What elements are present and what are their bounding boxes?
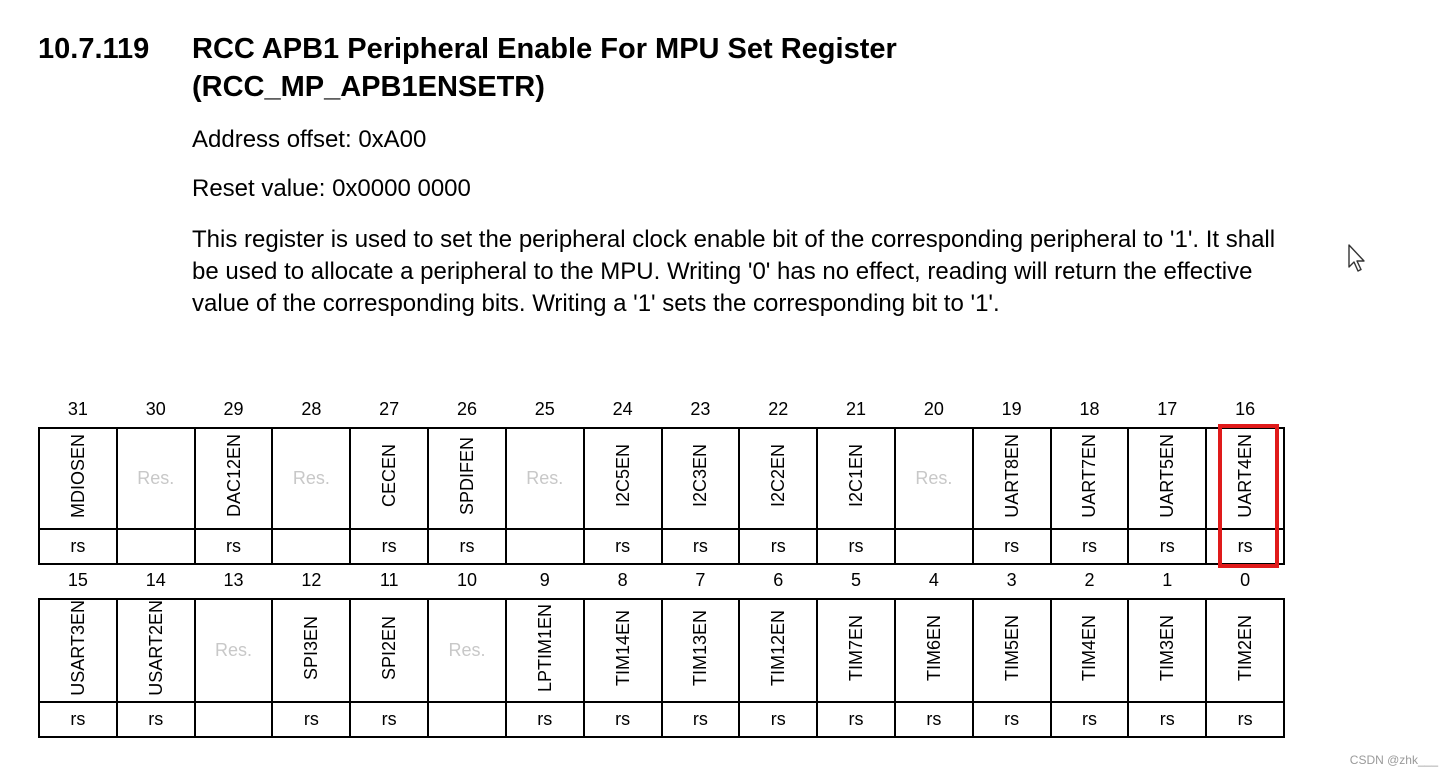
access-bit-7: rs [662,702,740,737]
bit-number-16: 16 [1235,399,1256,419]
field-name-label: MDIOSEN [67,433,88,518]
access-bit-15: rs [39,702,117,737]
access-bit-4: rs [895,702,973,737]
access-bit-24: rs [584,529,662,564]
field-tim14en [584,599,662,702]
access-bit-3: rs [973,702,1051,737]
bit-number-29: 29 [223,399,244,419]
register-table-lower [38,563,1285,738]
reserved-label: Res. [137,468,175,488]
access-row [39,529,1284,564]
bit-number-15: 15 [67,570,88,590]
reserved-field-bit-25 [506,428,584,529]
reserved-field-bit-10 [428,599,506,702]
reserved-field-bit-28 [272,428,350,529]
field-uart5en [1128,428,1206,529]
field-name-label: TIM5EN [1001,614,1022,681]
field-lptim1en [506,599,584,702]
field-mdiosen [39,428,117,529]
section-title [192,30,1192,106]
field-uart8en [973,428,1051,529]
field-name-label: UART8EN [1001,434,1022,518]
reserved-label: Res. [526,468,564,488]
bit-number-7: 7 [695,570,706,590]
access-bit-16: rs [1206,529,1284,564]
bit-number-21: 21 [846,399,867,419]
field-i2c2en [739,428,817,529]
field-cecen [350,428,428,529]
bit-number-18: 18 [1079,399,1100,419]
reserved-field-bit-30 [117,428,195,529]
field-usart3en [39,599,117,702]
access-bit-6: rs [739,702,817,737]
mouse-cursor-icon [1346,243,1368,273]
access-bit-14: rs [117,702,195,737]
bit-number-14: 14 [145,570,166,590]
field-name-label: DAC12EN [223,434,244,518]
bit-number-31: 31 [67,399,88,419]
field-tim6en [895,599,973,702]
field-name-label: TIM6EN [923,614,944,681]
field-name-label: I2C3EN [690,444,711,508]
field-name-label: CECEN [379,444,400,508]
bit-number-22: 22 [768,399,789,419]
access-bit-5: rs [817,702,895,737]
access-bit-30 [117,529,195,564]
field-name-row [39,599,1284,702]
bit-number-13: 13 [223,570,244,590]
field-name-label: USART2EN [145,600,166,696]
field-name-label: SPDIFEN [456,436,477,515]
field-name-label: TIM12EN [768,609,789,686]
field-name-label: UART7EN [1079,434,1100,518]
field-uart7en [1051,428,1129,529]
field-tim12en [739,599,817,702]
bit-number-12: 12 [301,570,322,590]
field-name-label: SPI3EN [301,615,322,680]
field-tim5en [973,599,1051,702]
field-tim7en [817,599,895,702]
bit-number-19: 19 [1001,399,1022,419]
access-bit-23: rs [662,529,740,564]
field-spi2en [350,599,428,702]
field-name-label: TIM3EN [1157,614,1178,681]
access-bit-31: rs [39,529,117,564]
bit-number-11: 11 [379,570,399,590]
access-bit-0: rs [1206,702,1284,737]
bit-number-4: 4 [928,570,939,590]
section-number: 10.7.119 [38,33,150,65]
bit-number-20: 20 [923,399,944,419]
access-bit-1: rs [1128,702,1206,737]
access-bit-21: rs [817,529,895,564]
access-bit-12: rs [272,702,350,737]
field-tim2en [1206,599,1284,702]
field-name-label: USART3EN [67,600,88,696]
bit-number-0: 0 [1240,570,1251,590]
access-bit-29: rs [195,529,273,564]
field-uart4en [1206,428,1284,529]
access-bit-19: rs [973,529,1051,564]
field-name-label: I2C1EN [846,444,867,508]
reserved-label: Res. [448,639,486,660]
bit-number-25: 25 [534,399,555,419]
bit-number-2: 2 [1084,570,1095,590]
field-i2c1en [817,428,895,529]
bit-number-1: 1 [1162,570,1173,590]
bit-number-24: 24 [612,399,633,419]
access-bit-25 [506,529,584,564]
field-tim3en [1128,599,1206,702]
field-name-label: UART5EN [1157,434,1178,518]
access-bit-2: rs [1051,702,1129,737]
access-bit-26: rs [428,529,506,564]
bit-number-8: 8 [617,570,628,590]
bit-number-10: 10 [456,570,477,590]
access-bit-20 [895,529,973,564]
field-name-label: I2C5EN [612,444,633,508]
access-bit-22: rs [739,529,817,564]
section-title-line2: (RCC_MP_APB1ENSETR) [192,71,545,103]
reserved-field-bit-20 [895,428,973,529]
access-bit-8: rs [584,702,662,737]
field-spdifen [428,428,506,529]
bit-number-26: 26 [456,399,477,419]
access-bit-11: rs [350,702,428,737]
field-name-label: SPI2EN [379,615,400,680]
field-i2c3en [662,428,740,529]
address-offset: Address offset: 0xA00 [192,126,427,153]
field-tim4en [1051,599,1129,702]
section-title-line1: RCC APB1 Peripheral Enable For MPU Set Register [192,33,897,65]
field-name-label: TIM14EN [612,609,633,686]
bit-number-3: 3 [1006,570,1017,590]
bit-number-27: 27 [379,399,400,419]
access-bit-9: rs [506,702,584,737]
field-usart2en [117,599,195,702]
field-name-label: TIM7EN [846,614,867,681]
access-bit-18: rs [1051,529,1129,564]
field-name-label: TIM13EN [690,609,711,686]
field-name-row [39,428,1284,529]
reserved-label: Res. [292,468,330,488]
register-description: This register is used to set the peripheral clock enable bit of the corresponding peripheral to '1'. It shall be used to allocate a peripheral to the MPU. Writing '0' has no effect, reading will return the effective value of the corresponding bits. Writing a '1' sets the corresponding bit to '1'. [192,226,1276,317]
bit-number-9: 9 [539,570,550,590]
bit-number-30: 30 [145,399,166,419]
bit-number-5: 5 [851,570,862,590]
access-bit-17: rs [1128,529,1206,564]
field-tim13en [662,599,740,702]
field-name-label: TIM4EN [1079,614,1100,681]
field-dac12en [195,428,273,529]
watermark: CSDN @zhk___ [1349,753,1438,767]
reserved-field-bit-13 [195,599,273,702]
bit-number-6: 6 [773,570,784,590]
field-name-label: TIM2EN [1235,614,1256,681]
register-table-upper [38,392,1285,565]
field-name-label: I2C2EN [768,444,789,508]
access-bit-10 [428,702,506,737]
reset-value: Reset value: 0x0000 0000 [192,175,471,202]
access-bit-13 [195,702,273,737]
bit-number-23: 23 [690,399,711,419]
access-bit-28 [272,529,350,564]
field-name-label: UART4EN [1235,434,1256,518]
reserved-label: Res. [915,468,953,488]
access-row [39,702,1284,737]
field-spi3en [272,599,350,702]
bit-number-28: 28 [301,399,322,419]
bit-number-row [39,563,1284,599]
field-i2c5en [584,428,662,529]
bit-number-row [39,392,1284,428]
access-bit-27: rs [350,529,428,564]
bit-number-17: 17 [1157,399,1178,419]
field-name-label: LPTIM1EN [534,603,555,692]
reserved-label: Res. [215,639,253,660]
